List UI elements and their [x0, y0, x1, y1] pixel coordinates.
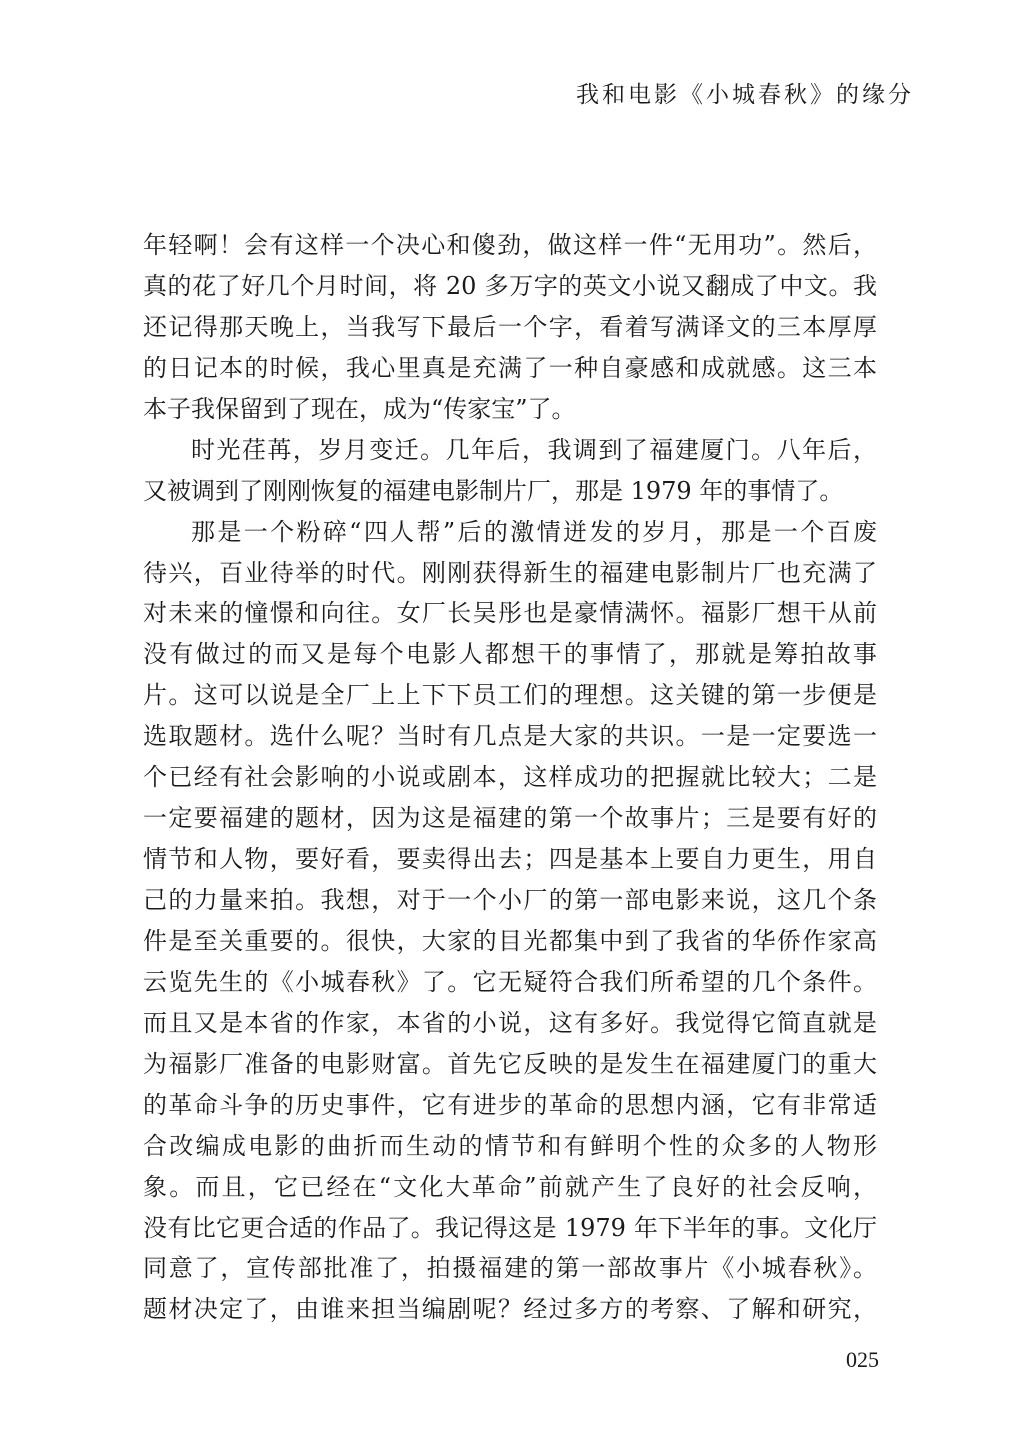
body-text — [143, 225, 877, 1330]
running-header-title: 我和电影《小城春秋》的缘分 — [576, 82, 914, 108]
text-line: 对未来的憧憬和向往。女厂长吴彤也是豪情满怀。福影厂想干从前 — [143, 599, 877, 628]
text-line: 片。这可以说是全厂上上下下员工们的理想。这关键的第一步便是 — [143, 681, 877, 710]
text-line: 同意了，宣传部批准了，拍摄福建的第一部故事片《小城春秋》。 — [143, 1254, 877, 1283]
text-line: 真的花了好几个月时间，将 20 多万字的英文小说又翻成了中文。我 — [143, 271, 877, 300]
text-line: 没有做过的而又是每个电影人都想干的事情了，那就是筹拍故事 — [143, 640, 877, 669]
text-line: 的革命斗争的历史事件，它有进步的革命的思想内涵，它有非常适 — [143, 1090, 877, 1119]
text-line: 年轻啊！会有这样一个决心和傻劲，做这样一件“无用功”。然后， — [143, 231, 877, 259]
text-line: 没有比它更合适的作品了。我记得这是 1979 年下半年的事。文化厅 — [143, 1213, 877, 1242]
text-line: 为福影厂准备的电影财富。首先它反映的是发生在福建厦门的重大 — [143, 1049, 877, 1078]
page-number: 025 — [846, 1347, 879, 1372]
text-line: 而且又是本省的作家，本省的小说，这有多好。我觉得它简直就是 — [143, 1008, 877, 1037]
text-line: 本子我保留到了现在，成为“传家宝”了。 — [143, 394, 576, 423]
text-line: 待兴，百业待举的时代。刚刚获得新生的福建电影制片厂也充满了 — [143, 558, 877, 587]
text-line: 件是至关重要的。很快，大家的目光都集中到了我省的华侨作家高 — [143, 926, 877, 955]
text-line: 象。而且，它已经在“文化大革命”前就产生了良好的社会反响， — [143, 1172, 877, 1201]
text-line: 合改编成电影的曲折而生动的情节和有鲜明个性的众多的人物形 — [143, 1131, 877, 1160]
text-line: 己的力量来拍。我想，对于一个小厂的第一部电影来说，这几个条 — [143, 886, 877, 914]
text-line: 个已经有社会影响的小说或剧本，这样成功的把握就比较大；二是 — [143, 763, 877, 792]
text-line: 选取题材。选什么呢？当时有几点是大家的共识。一是一定要选一 — [143, 722, 877, 751]
text-line: 一定要福建的题材，因为这是福建的第一个故事片；三是要有好的 — [143, 804, 877, 833]
text-line: 题材决定了，由谁来担当编剧呢？经过多方的考察、了解和研究， — [143, 1295, 877, 1324]
text-line: 情节和人物，要好看，要卖得出去；四是基本上要自力更生，用自 — [143, 845, 877, 874]
text-line: 又被调到了刚刚恢复的福建电影制片厂，那是 1979 年的事情了。 — [143, 476, 844, 505]
text-line: 那是一个粉碎“四人帮”后的激情迸发的岁月，那是一个百废 — [191, 517, 877, 546]
text-line: 还记得那天晚上，当我写下最后一个字，看着写满译文的三本厚厚 — [143, 312, 877, 341]
text-line: 的日记本的时候，我心里真是充满了一种自豪感和成就感。这三本 — [143, 353, 877, 382]
text-line: 云览先生的《小城春秋》了。它无疑符合我们所希望的几个条件。 — [143, 967, 877, 996]
text-line: 时光荏苒，岁月变迁。几年后，我调到了福建厦门。八年后， — [191, 435, 877, 464]
